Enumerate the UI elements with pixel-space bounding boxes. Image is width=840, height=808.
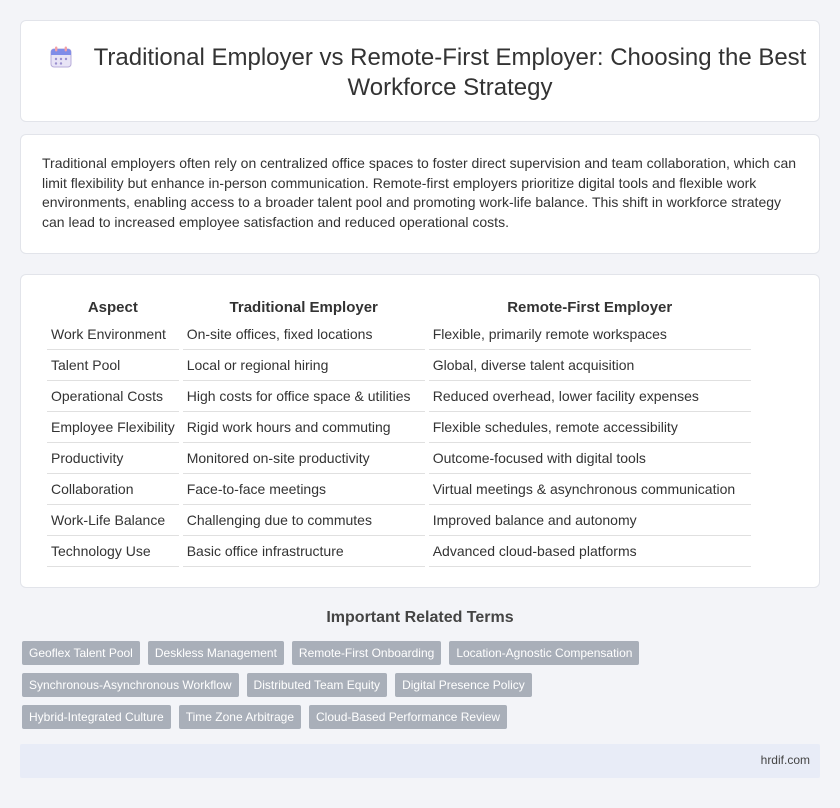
header-traditional: Traditional Employer: [229, 298, 378, 316]
table-row: [47, 319, 751, 350]
tag-synchronous-asynchronous-workflow[interactable]: Synchronous-Asynchronous Workflow: [22, 673, 239, 697]
table-cell: Productivity: [47, 443, 179, 474]
table-row: [47, 350, 751, 381]
tag-cloud-based-performance-review[interactable]: Cloud-Based Performance Review: [309, 705, 507, 729]
footer: [20, 744, 820, 778]
header-remote-first: Remote-First Employer: [507, 298, 673, 316]
table-cell: Flexible, primarily remote workspaces: [429, 319, 751, 350]
table-cell: Basic office infrastructure: [183, 536, 425, 567]
table-cell: Collaboration: [47, 474, 179, 505]
related-terms-title: Important Related Terms: [326, 609, 514, 626]
tag-remote-first-onboarding[interactable]: Remote-First Onboarding: [292, 641, 441, 665]
comparison-table: [43, 295, 755, 567]
table-cell: Flexible schedules, remote accessibility: [429, 412, 751, 443]
page-title: Traditional Employer vs Remote-First Employer: Choosing the Best Workforce Strategy: [93, 44, 807, 101]
intro-paragraph: Traditional employers often rely on centralized office spaces to foster direct supervision and team collaboration, which can limit flexibility but enhance in-person communication. Remote-first employers prioritize digital tools and flexible work environments, enabling access to a broader talent pool and promoting work-life balance. This shift in workforce strategy can lead to increased employee satisfaction and reduced operational costs.: [42, 155, 797, 230]
calendar-icon: [49, 45, 73, 69]
header-aspect: Aspect: [87, 298, 138, 316]
table-cell: Challenging due to commutes: [183, 505, 425, 536]
table-cell: On-site offices, fixed locations: [183, 319, 425, 350]
tag-time-zone-arbitrage[interactable]: Time Zone Arbitrage: [179, 705, 301, 729]
table-header-row: [47, 295, 751, 319]
table-row: [47, 443, 751, 474]
table-row: [47, 536, 751, 567]
tag-location-agnostic-compensation[interactable]: Location-Agnostic Compensation: [449, 641, 639, 665]
table-cell: Rigid work hours and commuting: [183, 412, 425, 443]
table-cell: Talent Pool: [47, 350, 179, 381]
table-cell: Global, diverse talent acquisition: [429, 350, 751, 381]
related-terms-tags: [22, 641, 662, 729]
table-cell: Outcome-focused with digital tools: [429, 443, 751, 474]
tag-distributed-team-equity[interactable]: Distributed Team Equity: [247, 673, 388, 697]
table-cell: Advanced cloud-based platforms: [429, 536, 751, 567]
footer-site-link[interactable]: hrdif.com: [760, 753, 810, 767]
tag-hybrid-integrated-culture[interactable]: Hybrid-Integrated Culture: [22, 705, 171, 729]
tag-digital-presence-policy[interactable]: Digital Presence Policy: [395, 673, 532, 697]
table-cell: Improved balance and autonomy: [429, 505, 751, 536]
table-cell: Operational Costs: [47, 381, 179, 412]
table-row: [47, 474, 751, 505]
table-cell: Face-to-face meetings: [183, 474, 425, 505]
table-cell: High costs for office space & utilities: [183, 381, 425, 412]
table-cell: Monitored on-site productivity: [183, 443, 425, 474]
table-row: [47, 505, 751, 536]
table-cell: Employee Flexibility: [47, 412, 179, 443]
header-card: [20, 20, 820, 122]
table-cell: Work Environment: [47, 319, 179, 350]
table-cell: Technology Use: [47, 536, 179, 567]
intro-card: [20, 134, 820, 254]
table-cell: Virtual meetings & asynchronous communication: [429, 474, 751, 505]
tag-geoflex-talent-pool[interactable]: Geoflex Talent Pool: [22, 641, 140, 665]
table-cell: Local or regional hiring: [183, 350, 425, 381]
table-row: [47, 412, 751, 443]
table-cell: Work-Life Balance: [47, 505, 179, 536]
tag-deskless-management[interactable]: Deskless Management: [148, 641, 284, 665]
comparison-card: [20, 274, 820, 588]
table-cell: Reduced overhead, lower facility expenses: [429, 381, 751, 412]
table-row: [47, 381, 751, 412]
